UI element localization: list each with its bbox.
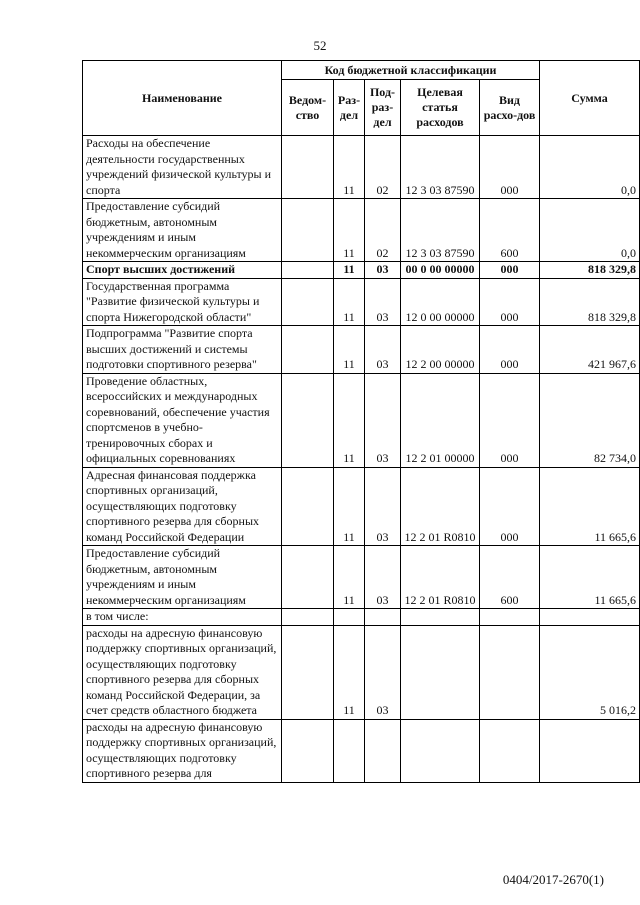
cell-vedomstvo — [282, 546, 334, 609]
table-row — [83, 625, 640, 719]
cell-summa: 0,0 — [540, 199, 640, 262]
header-group: Код бюджетной классификации — [282, 61, 540, 80]
table-row — [83, 278, 640, 326]
cell-vid: 000 — [480, 326, 540, 374]
table-row — [83, 262, 640, 279]
cell-summa: 818 329,8 — [540, 262, 640, 279]
cell-vid: 000 — [480, 373, 540, 467]
cell-vedomstvo — [282, 719, 334, 782]
cell-vedomstvo — [282, 262, 334, 279]
cell-name: Адресная финансовая поддержка спортивных организаций, осуществляющих подготовку спортивного резерва для сборных команд Российской Федерации — [83, 467, 282, 546]
cell-razdel: 11 — [334, 546, 365, 609]
cell-name: Спорт высших достижений — [83, 262, 282, 279]
cell-name: в том числе: — [83, 609, 282, 626]
cell-podrazdel: 03 — [365, 467, 401, 546]
table-row — [83, 719, 640, 782]
cell-razdel: 11 — [334, 373, 365, 467]
cell-podrazdel: 03 — [365, 326, 401, 374]
cell-summa: 818 329,8 — [540, 278, 640, 326]
cell-vedomstvo — [282, 467, 334, 546]
page-number: 52 — [313, 38, 327, 53]
cell-summa — [540, 719, 640, 782]
cell-celevaya: 12 0 00 00000 — [401, 278, 480, 326]
cell-summa: 82 734,0 — [540, 373, 640, 467]
cell-vid: 000 — [480, 136, 540, 199]
cell-vedomstvo — [282, 199, 334, 262]
cell-summa: 0,0 — [540, 136, 640, 199]
cell-celevaya: 12 3 03 87590 — [401, 199, 480, 262]
cell-name: расходы на адресную финансовую поддержку спортивных организаций, осуществляющих подготовку спортивного резерва для — [83, 719, 282, 782]
cell-vedomstvo — [282, 326, 334, 374]
cell-vedomstvo — [282, 278, 334, 326]
cell-vid: 000 — [480, 278, 540, 326]
table-row — [83, 546, 640, 609]
cell-vid — [480, 609, 540, 626]
cell-name: Расходы на обеспечение деятельности государственных учреждений физической культуры и спорта — [83, 136, 282, 199]
header-vedomstvo: Ведом-ство — [282, 80, 334, 136]
cell-summa: 5 016,2 — [540, 625, 640, 719]
table-row — [83, 373, 640, 467]
table-body — [83, 136, 640, 783]
cell-razdel: 11 — [334, 625, 365, 719]
cell-podrazdel: 02 — [365, 136, 401, 199]
cell-podrazdel: 03 — [365, 278, 401, 326]
cell-summa: 11 665,6 — [540, 467, 640, 546]
cell-name: расходы на адресную финансовую поддержку спортивных организаций, осуществляющих подготовку спортивного резерва для сборных команд Российской Федерации, за счет средств областного бюджета — [83, 625, 282, 719]
cell-podrazdel — [365, 609, 401, 626]
cell-razdel: 11 — [334, 136, 365, 199]
cell-vedomstvo — [282, 625, 334, 719]
cell-celevaya — [401, 719, 480, 782]
cell-vedomstvo — [282, 609, 334, 626]
cell-razdel — [334, 609, 365, 626]
cell-celevaya: 00 0 00 00000 — [401, 262, 480, 279]
cell-podrazdel: 03 — [365, 373, 401, 467]
cell-razdel: 11 — [334, 326, 365, 374]
cell-podrazdel: 03 — [365, 546, 401, 609]
cell-razdel: 11 — [334, 278, 365, 326]
cell-vedomstvo — [282, 373, 334, 467]
cell-name: Проведение областных, всероссийских и международных соревнований, обеспечение участия спортсменов в учебно-тренировочных сборах и официальных соревнованиях — [83, 373, 282, 467]
header-name: Наименование — [83, 61, 282, 136]
table-row — [83, 199, 640, 262]
cell-summa: 11 665,6 — [540, 546, 640, 609]
cell-celevaya — [401, 625, 480, 719]
cell-razdel: 11 — [334, 467, 365, 546]
cell-summa — [540, 609, 640, 626]
cell-celevaya — [401, 609, 480, 626]
cell-podrazdel: 02 — [365, 199, 401, 262]
cell-name: Предоставление субсидий бюджетным, автономным учреждениям и иным некоммерческим организациям — [83, 199, 282, 262]
cell-celevaya: 12 2 01 R0810 — [401, 467, 480, 546]
table-row — [83, 467, 640, 546]
table-row — [83, 136, 640, 199]
cell-celevaya: 12 2 01 00000 — [401, 373, 480, 467]
cell-vedomstvo — [282, 136, 334, 199]
cell-vid: 600 — [480, 199, 540, 262]
header-razdel: Раз-дел — [334, 80, 365, 136]
header-podrazdel: Под-раз-дел — [365, 80, 401, 136]
header-vid: Вид расхо-дов — [480, 80, 540, 136]
header-summa: Сумма — [540, 61, 640, 136]
table-row — [83, 326, 640, 374]
footer-code: 0404/2017-2670(1) — [502, 872, 604, 887]
cell-podrazdel: 03 — [365, 625, 401, 719]
budget-table — [82, 60, 640, 783]
cell-vid: 600 — [480, 546, 540, 609]
cell-celevaya: 12 2 01 R0810 — [401, 546, 480, 609]
cell-razdel: 11 — [334, 199, 365, 262]
cell-name: Государственная программа "Развитие физической культуры и спорта Нижегородской области" — [83, 278, 282, 326]
header-celevaya: Целевая статья расходов — [401, 80, 480, 136]
cell-razdel — [334, 719, 365, 782]
cell-vid — [480, 719, 540, 782]
cell-podrazdel: 03 — [365, 262, 401, 279]
cell-name: Подпрограмма "Развитие спорта высших достижений и системы подготовки спортивного резерва" — [83, 326, 282, 374]
cell-name: Предоставление субсидий бюджетным, автономным учреждениям и иным некоммерческим организациям — [83, 546, 282, 609]
cell-vid: 000 — [480, 467, 540, 546]
cell-summa: 421 967,6 — [540, 326, 640, 374]
table-row — [83, 609, 640, 626]
cell-celevaya: 12 3 03 87590 — [401, 136, 480, 199]
cell-podrazdel — [365, 719, 401, 782]
cell-celevaya: 12 2 00 00000 — [401, 326, 480, 374]
cell-vid: 000 — [480, 262, 540, 279]
cell-vid — [480, 625, 540, 719]
cell-razdel: 11 — [334, 262, 365, 279]
